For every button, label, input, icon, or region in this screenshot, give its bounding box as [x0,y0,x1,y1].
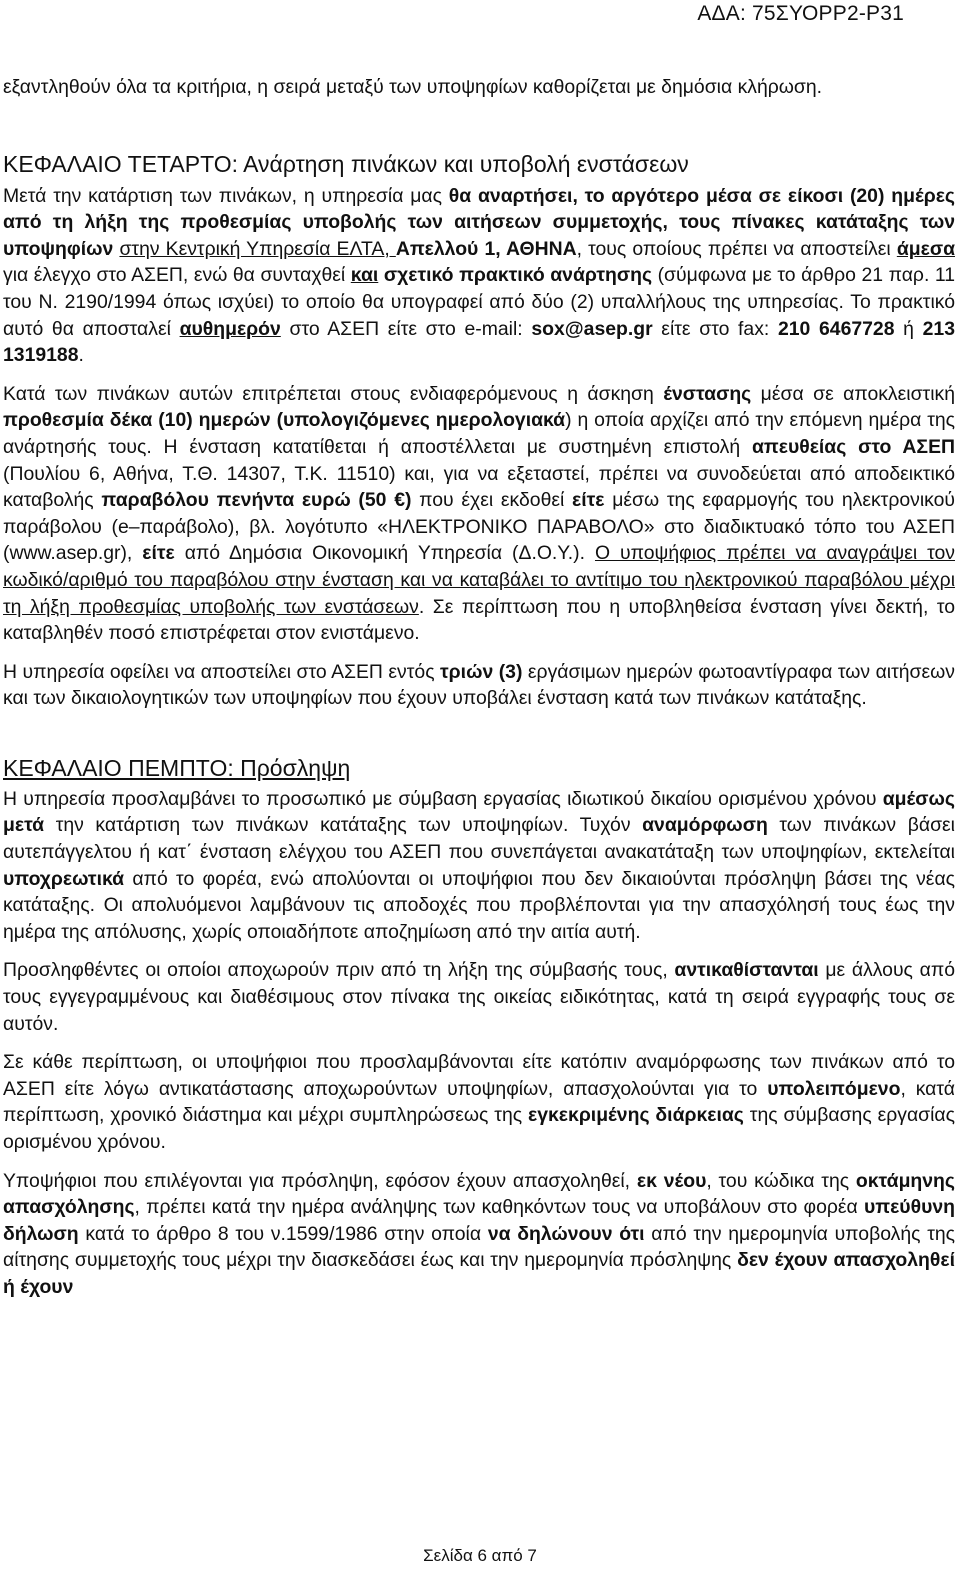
text: μέσω της εφαρμογής του ηλεκτρονικού παράβολου (e–παράβολο), βλ. λογότυπο «ΗΛΕΚΤΡΟΝΙΚΟ ΠΑΡΑΒΟΛΟ» στο διαδικτυακό τόπο του ΑΣΕΠ (www.asep.gr), [3,489,956,565]
chapter-four-paragraph-1 [3,183,955,369]
chapter-five-paragraph-4 [3,1168,955,1301]
text-bold: Απελλού 1, ΑΘΗΝΑ [395,237,577,260]
text-bold: προθεσμία δέκα (10) ημερών (υπολογιζόμενες ημερολογιακά [3,409,566,432]
page-number: Σελίδα 6 από 7 [423,1546,537,1565]
fax-number: 213 1319188 [3,317,955,367]
text: (Πουλίου 6, Αθήνα, Τ.Θ. 14307, Τ.Κ. 11510) και, για να εξεταστεί, πρέπει να συνοδεύεται από αποδεικτικό καταβολής [3,462,955,512]
text-bold-underline: και [350,264,379,287]
text: με άλλους από τους εγγεγραμμένους και διαθέσιμους στον πίνακα της οικείας ειδικότητας, κατά τη σειρά εγγραφής τους σε αυτόν. [3,959,955,1035]
text: που έχει εκδοθεί [411,489,573,512]
chapter-five-paragraph-3 [3,1049,955,1155]
text-bold: παραβόλου πενήντα ευρώ (50 €) [101,489,412,512]
text-bold: είτε [572,489,605,512]
text-bold: τριών (3) [440,660,523,683]
text: κατά το άρθρο 8 του ν.1599/1986 στην οποία [78,1222,488,1245]
text-bold: υπολειπόμενο [767,1077,901,1100]
text-bold: οκτάμηνης απασχόλησης [3,1169,955,1219]
text: , πρέπει κατά την ημέρα ανάληψης των καθηκόντων τους να υποβάλουν στο φορέα [134,1196,864,1219]
email: sox@asep.gr [531,317,653,340]
text: Μετά την κατάρτιση των πινάκων, η υπηρεσία μας [3,184,449,207]
text: (σύμφωνα με το άρθρο 21 παρ. 11 του Ν. 2190/1994 όπως ισχύει) το οποίο θα υπογραφεί από δύο (2) υπαλλήλους της υπηρεσίας. Το πρακτικό αυτό θα αποσταλεί [3,264,956,340]
text-bold: είτε [142,542,175,565]
text-bold: σχετικό πρακτικό ανάρτησης [378,264,653,287]
text-bold-underline: άμεσα [896,237,956,260]
text-bold: δεν έχουν απασχοληθεί ή έχουν [3,1249,955,1298]
text: Σε κάθε περίπτωση, οι υποψήφιοι που προσλαμβάνονται είτε κατόπιν αναμόρφωσης των πινάκων από το ΑΣΕΠ είτε λόγω αντικατάστασης αποχωρούντων υποψηφίων, απασχολούνται για το [3,1051,955,1100]
text-bold: αναμόρφωση [642,814,768,837]
chapter-four-paragraph-3 [3,659,955,712]
text: της σύμβασης εργασίας ορισμένου χρόνου. [3,1104,955,1153]
text: , του κώδικα της [706,1169,856,1192]
text: Η υπηρεσία οφείλει να αποστείλει στο ΑΣΕΠ εντός [3,660,441,683]
paragraph-continuation: εξαντληθούν όλα τα κριτήρια, η σειρά μεταξύ των υποψηφίων καθορίζεται με δημόσια κλήρωση. [3,76,823,98]
text: είτε στο fax: [652,317,778,340]
text: στο ΑΣΕΠ είτε στο e-mail: [280,317,532,340]
text: την κατάρτιση των πινάκων κατάταξης των υποψηφίων. Τυχόν [44,814,643,837]
text: , τους οποίους πρέπει να αποστείλει [576,237,897,260]
text-bold: θα αναρτήσει, το αργότερο μέσα σε είκοσι (20) ημέρες από τη λήξη της προθεσμίας υποβολής των αιτήσεων συμμετοχής, τους πίνακες κατάταξης των υποψηφίων [3,184,955,260]
chapter-five-paragraph-2 [3,957,955,1037]
text: Υποψήφιοι που επιλέγονται για πρόσληψη, εφόσον έχουν απασχοληθεί, [3,1169,637,1192]
text: από Δημόσια Οικονομική Υπηρεσία (Δ.Ο.Υ.). [174,542,595,565]
document-body [3,74,955,1301]
text-bold: υπεύθυνη δήλωση [3,1196,955,1245]
text-underline: στην Κεντρική Υπηρεσία ΕΛΤΑ, [119,237,396,260]
text-underline: Ο υποψήφιος πρέπει να αναγράψει τον κωδικό/αριθμό του παραβόλου στην ένσταση και να καταβάλει το αντίτιμο του ηλεκτρονικού παραβόλου μέχρι τη λήξη προθεσμίας υποβολής των ενστάσεων [3,542,955,618]
chapter-four-title: ΚΕΦΑΛΑΙΟ ΤΕΤΑΡΤΟ: Ανάρτηση πινάκων και υποβολή ενστάσεων [3,150,689,177]
text: των πινάκων βάσει αυτεπάγγελτου ή κατ΄ ένσταση ελέγχου του ΑΣΕΠ που συνεπάγεται ανακατάταξη των υποψηφίων, εκτελείται [3,814,955,864]
text: για έλεγχο στο ΑΣΕΠ, ενώ θα συνταχθεί [3,264,351,287]
text-bold: εγκεκριμένης διάρκειας [528,1104,744,1127]
document-code: ΑΔΑ: 75ΣΥΟΡΡ2-Ρ31 [697,2,904,25]
text-bold: υποχρεωτικά [3,867,125,890]
text-bold: αντικαθίστανται [674,959,819,982]
text: , κατά περίπτωση, χρονικό διάστημα και μέχρι συμπληρώσεως της [3,1077,955,1127]
text: . Σε περίπτωση που η υποβληθείσα ένσταση γίνει δεκτή, το καταβληθέν ποσό επιστρέφεται στον ενιστάμενο. [3,595,955,645]
text-bold: να δηλώνουν ότι [487,1222,645,1245]
text: από την ημερομηνία υποβολής της αίτησης συμμετοχής τους μέχρι την διασκεδάσει έως και την ημερομηνία πρόσληψης [3,1222,955,1272]
text-bold: απευθείας στο ΑΣΕΠ [751,435,956,458]
text: Κατά των πινάκων αυτών επιτρέπεται στους ενδιαφερόμενους η άσκηση [3,382,664,405]
text: . [78,344,84,367]
text-bold: ένστασης [663,382,752,405]
text: από το φορέα, ενώ απολύονται οι υποψήφιοι που δεν δικαιούνται πρόσληψη βάσει της νέας κατάταξης. Οι απολυόμενοι λαμβάνουν τις αποδοχές που προβλέπονται για την απασχόλησή τους έως την ημέρα της απόλυσης, χωρίς οποιαδήποτε αποζημίωση από την αιτία αυτή. [3,867,955,943]
text: ή [894,317,923,340]
text: μέσα σε αποκλειστική [751,382,955,405]
text: Η υπηρεσία προσλαμβάνει το προσωπικό με σύμβαση εργασίας ιδιωτικού δικαίου ορισμένου χρόνου [3,787,883,810]
fax-number: 210 6467728 [777,317,895,340]
text: ) η οποία αρχίζει από την επόμενη ημέρα της ανάρτησής τους. Η ένσταση κατατίθεται ή αποστέλλεται με συστημένη επιστολή [3,409,956,458]
text: Προσληφθέντες οι οποίοι αποχωρούν πριν από τη λήξη της σύμβασής τους, [3,959,675,982]
chapter-five-title: ΚΕΦΑΛΑΙΟ ΠΕΜΠΤΟ: Πρόσληψη [3,754,351,781]
text-bold-underline: αυθημερόν [179,317,281,340]
text-bold: αμέσως μετά [3,787,955,837]
chapter-four-paragraph-2 [3,381,955,647]
text: εργάσιμων ημερών φωτοαντίγραφα των αιτήσεων και των δικαιολογητικών των υποψηφίων που έχουν υποβάλει ένσταση κατά των πινάκων κατάταξης. [3,660,955,710]
chapter-five-paragraph-1 [3,786,955,946]
text-bold: εκ νέου [636,1169,707,1192]
